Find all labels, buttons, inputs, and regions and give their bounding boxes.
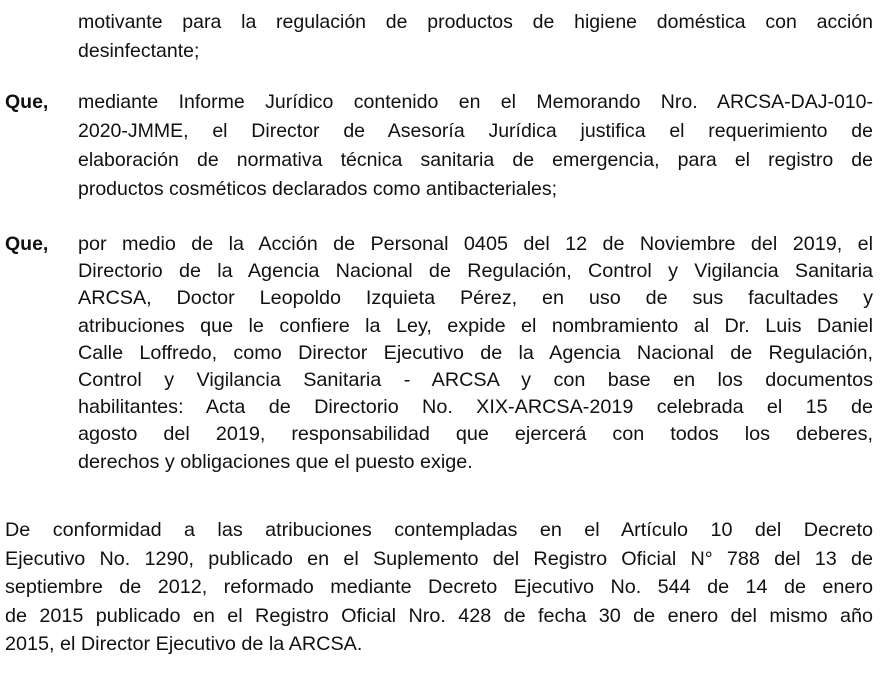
text-line: productos cosméticos declarados como antibacteriales;: [78, 178, 558, 200]
text-line: Directorio de la Agencia Nacional de Regulación, Control y Vigilancia Sanitaria: [78, 260, 873, 283]
paragraph-que-informe-juridico: [78, 88, 873, 204]
text-line: Control y Vigilancia Sanitaria - ARCSA y con base en los documentos: [78, 369, 873, 392]
text-line: agosto del 2019, responsabilidad que ejercerá con todos los deberes,: [78, 423, 873, 446]
text-line: Calle Loffredo, como Director Ejecutivo de la Agencia Nacional de Regulación,: [78, 341, 873, 364]
paragraph-de-conformidad: [5, 516, 873, 659]
text-line: derechos y obligaciones que el puesto exige.: [78, 450, 473, 473]
text-line: desinfectante;: [78, 40, 200, 62]
text-line: De conformidad a las atribuciones contempladas en el Artículo 10 del Decreto: [5, 519, 873, 541]
text-line: 2020-JMME, el Director de Asesoría Jurídica justifica el requerimiento de: [78, 120, 873, 142]
text-line: atribuciones que le confiere la Ley, expide el nombramiento al Dr. Luis Daniel: [78, 314, 873, 337]
text-line: de 2015 publicado en el Registro Oficial Nro. 428 de fecha 30 de enero del mismo año: [5, 604, 873, 627]
clause-label: Que,: [5, 91, 49, 113]
paragraph-que-accion-personal: [78, 231, 873, 476]
paragraph-continuation: [78, 8, 873, 66]
text-line: Ejecutivo No. 1290, publicado en el Suplemento del Registro Oficial N° 788 del 13 de: [5, 547, 873, 570]
text-line: habilitantes: Acta de Directorio No. XIX-ARCSA-2019 celebrada el 15 de: [78, 396, 873, 419]
text-line: ARCSA, Doctor Leopoldo Izquieta Pérez, en uso de sus facultades y: [78, 287, 873, 310]
clause-label: Que,: [5, 233, 49, 255]
text-line: elaboración de normativa técnica sanitaria de emergencia, para el registro de: [78, 149, 873, 171]
text-line: mediante Informe Jurídico contenido en el Memorando Nro. ARCSA-DAJ-010-: [78, 91, 873, 113]
text-line: motivante para la regulación de productos de higiene doméstica con acción: [78, 11, 873, 33]
text-line: septiembre de 2012, reformado mediante Decreto Ejecutivo No. 544 de 14 de enero: [5, 576, 873, 599]
text-line: por medio de la Acción de Personal 0405 del 12 de Noviembre del 2019, el: [78, 233, 873, 255]
text-line: 2015, el Director Ejecutivo de la ARCSA.: [5, 633, 363, 656]
